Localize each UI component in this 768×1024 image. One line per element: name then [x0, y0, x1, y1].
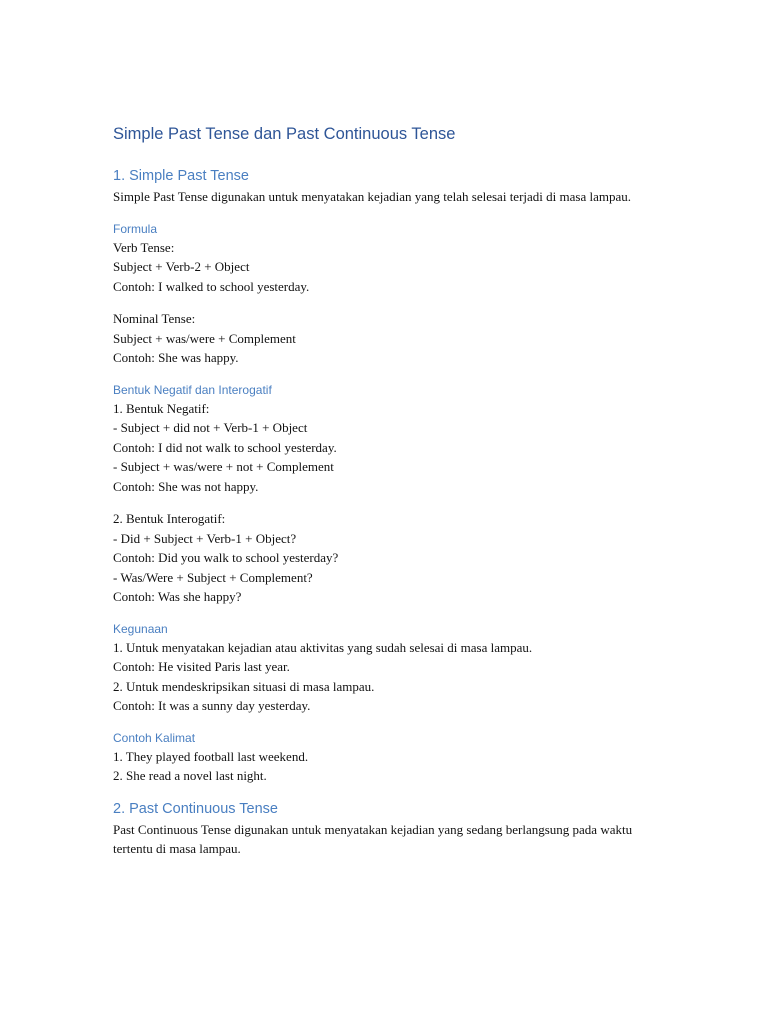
text-line: Subject + was/were + Complement [113, 330, 296, 346]
text-line: Nominal Tense: [113, 311, 196, 326]
text-line: 1. They played football last weekend. [113, 748, 309, 764]
text-line: 1. Bentuk Negatif: [113, 400, 210, 416]
document-page [113, 120, 653, 859]
text-line: 2. She read a novel last night. [113, 768, 267, 783]
text-line: 2. Bentuk Interogatif: [113, 511, 226, 526]
text-line: Contoh: He visited Paris last year. [113, 659, 290, 674]
text-line: Contoh: I did not walk to school yesterday. [113, 439, 337, 455]
section-heading-simple-past: 1. Simple Past Tense [113, 168, 249, 184]
text-line: Contoh: It was a sunny day yesterday. [113, 698, 311, 713]
text-line: - Did + Subject + Verb-1 + Object? [113, 530, 297, 546]
text-line: 2. Untuk mendeskripsikan situasi di masa lampau. [113, 678, 375, 694]
subheading-negatif-interogatif: Bentuk Negatif dan Interogatif [113, 382, 272, 397]
bentuk-negatif [113, 399, 653, 497]
text-line: Contoh: I walked to school yesterday. [113, 278, 310, 294]
text-line: - Subject + did not + Verb-1 + Object [113, 420, 308, 435]
subheading-contoh-kalimat: Contoh Kalimat [113, 730, 196, 745]
text-line: Contoh: Did you walk to school yesterday? [113, 550, 339, 565]
text-line: Subject + Verb-2 + Object [113, 259, 250, 274]
formula-verb-tense [113, 238, 653, 297]
subheading-kegunaan: Kegunaan [113, 621, 168, 636]
text-line: - Was/Were + Subject + Complement? [113, 569, 313, 585]
section-heading-past-continuous: 2. Past Continuous Tense [113, 800, 278, 817]
document-title: Simple Past Tense dan Past Continuous Tense [113, 125, 456, 143]
text-line: - Subject + was/were + not + Complement [113, 459, 334, 474]
section-intro-past-continuous: Past Continuous Tense digunakan untuk menyatakan kejadian yang sedang berlangsung pada waktu tertentu di masa lampau. [113, 821, 633, 856]
section-intro-simple-past: Simple Past Tense digunakan untuk menyatakan kejadian yang telah selesai terjadi di masa lampau. [113, 189, 631, 204]
text-line: Contoh: She was happy. [113, 350, 239, 365]
subheading-formula: Formula [113, 221, 158, 236]
contoh-kalimat-list [113, 747, 653, 786]
text-line: Contoh: She was not happy. [113, 478, 259, 494]
bentuk-interogatif [113, 509, 653, 607]
kegunaan-list [113, 638, 653, 716]
text-line: Verb Tense: [113, 239, 175, 255]
formula-nominal-tense [113, 309, 653, 368]
text-line: Contoh: Was she happy? [113, 589, 242, 604]
text-line: 1. Untuk menyatakan kejadian atau aktivitas yang sudah selesai di masa lampau. [113, 639, 533, 655]
